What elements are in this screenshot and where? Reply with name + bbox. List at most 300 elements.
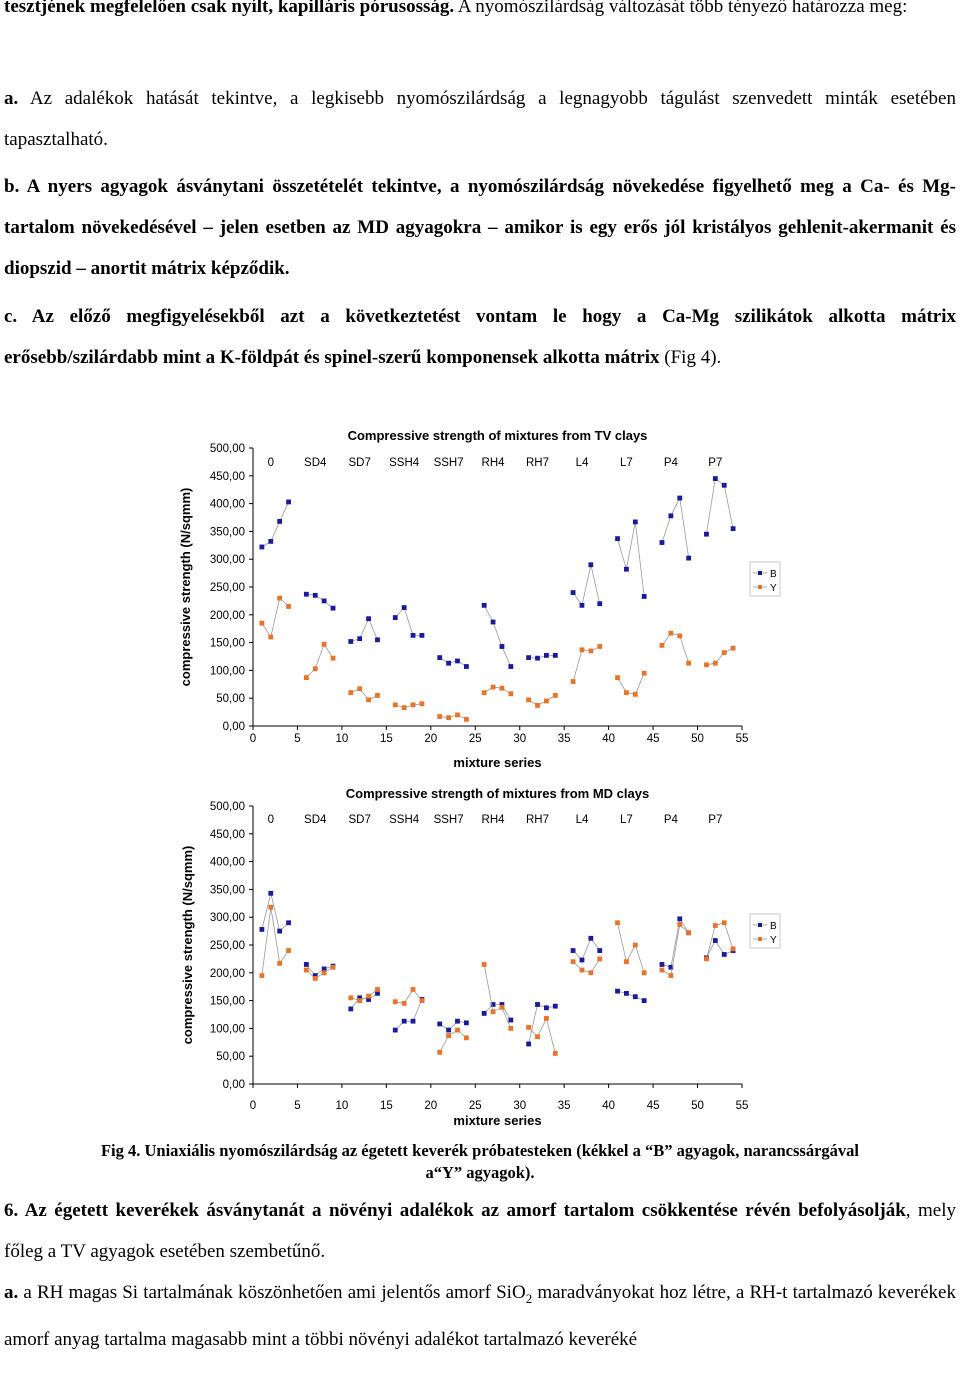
series-line-y: [529, 1018, 556, 1053]
series-line-b: [395, 608, 422, 636]
y-tick-label: 0,00: [222, 721, 245, 733]
x-axis-label: mixture series: [453, 1113, 542, 1128]
series-line-b: [351, 619, 378, 642]
intro-bold: tesztjének megfelelően csak nyílt, kapilláris pórusosság.: [4, 0, 455, 17]
group-label: SD7: [348, 457, 371, 469]
data-point-y: [615, 920, 620, 925]
x-tick-label: 5: [294, 733, 301, 745]
data-point-b: [677, 916, 682, 921]
data-point-y: [677, 634, 682, 639]
data-point-y: [313, 976, 318, 981]
data-point-y: [535, 703, 540, 708]
data-point-y: [420, 701, 425, 706]
data-point-y: [544, 699, 549, 704]
y-tick-label: 350,00: [209, 884, 245, 897]
x-tick-label: 35: [557, 1100, 571, 1112]
group-label: RH7: [526, 457, 550, 469]
data-point-y: [331, 965, 336, 970]
data-point-y: [322, 970, 327, 975]
y-axis-label: compressive strength (N/sqmm): [180, 845, 195, 1045]
data-point-y: [420, 998, 425, 1003]
chart-title: Compressive strength of mixtures from MD clays: [345, 786, 650, 801]
series-line-b: [662, 498, 689, 558]
data-point-b: [375, 637, 380, 642]
data-point-y: [259, 621, 264, 626]
data-point-b: [357, 636, 362, 641]
data-point-y: [704, 957, 709, 962]
data-point-y: [437, 714, 442, 719]
series-line-b: [573, 565, 600, 606]
data-point-y: [633, 692, 638, 697]
data-point-y: [571, 679, 576, 684]
x-tick-label: 55: [735, 1100, 749, 1112]
data-point-y: [411, 702, 416, 707]
paragraph-a-text: Az adalékok hatását tekintve, a legkisebb nyomószilárdság a legnagyobb tágulást szenvedett minták esetében tapasztalható.: [4, 88, 956, 150]
data-point-b: [633, 994, 638, 999]
data-point-y: [277, 596, 282, 601]
data-point-y: [446, 715, 451, 720]
data-point-y: [411, 987, 416, 992]
data-point-b: [597, 601, 602, 606]
y-tick-label: 400,00: [209, 498, 245, 511]
data-point-b: [544, 653, 549, 658]
data-point-y: [348, 690, 353, 695]
data-point-y: [464, 717, 469, 722]
data-point-b: [482, 603, 487, 608]
y-tick-label: 150,00: [209, 995, 245, 1008]
data-point-b: [437, 1022, 442, 1027]
data-point-b: [615, 989, 620, 994]
data-point-b: [660, 540, 665, 545]
data-point-y: [482, 690, 487, 695]
data-point-y: [304, 968, 309, 973]
data-point-b: [393, 615, 398, 620]
data-point-y: [348, 995, 353, 1000]
paragraph-a2-sub: 2: [525, 1290, 533, 1306]
series-line-b: [440, 1021, 467, 1030]
data-point-b: [259, 927, 264, 932]
paragraph-b: b. A nyers agyagok ásványtani összetételét tekintve, a nyomószilárdság növekedése figyelhető meg a Ca- és Mg-tartalom növekedésével – jelen esetben az MD agyagokra – amikor is egy erős jól kristályos gehlenit-akermanit és diopszid – anortit mátrix képződik.: [4, 176, 956, 279]
figure-caption: [10, 1140, 950, 1184]
y-tick-label: 300,00: [209, 912, 245, 925]
y-tick-label: 450,00: [209, 470, 245, 483]
y-tick-label: 450,00: [209, 828, 245, 841]
data-point-y: [686, 930, 691, 935]
data-point-y: [588, 970, 593, 975]
series-line-y: [262, 907, 289, 975]
group-label: 0: [267, 814, 274, 826]
group-label: P4: [663, 457, 678, 469]
data-point-b: [322, 599, 327, 604]
x-tick-label: 40: [602, 733, 616, 745]
data-point-b: [491, 620, 496, 625]
y-tick-label: 350,00: [209, 526, 245, 539]
data-point-y: [393, 702, 398, 707]
data-point-y: [437, 1050, 442, 1055]
data-point-b: [331, 606, 336, 611]
data-point-y: [677, 922, 682, 927]
data-point-b: [464, 1020, 469, 1025]
data-point-y: [268, 635, 273, 640]
x-tick-label: 20: [424, 1100, 438, 1112]
data-point-b: [588, 562, 593, 567]
data-point-y: [357, 686, 362, 691]
x-tick-label: 30: [513, 733, 527, 745]
data-point-b: [411, 1019, 416, 1024]
paragraph-c-rest: (Fig 4).: [659, 347, 722, 368]
data-point-y: [731, 946, 736, 951]
data-point-b: [704, 532, 709, 537]
tv-clays-chart: [170, 420, 790, 775]
data-point-b: [597, 948, 602, 953]
data-point-b: [482, 1011, 487, 1016]
data-point-y: [482, 962, 487, 967]
data-point-b: [642, 998, 647, 1003]
data-point-b: [544, 1005, 549, 1010]
data-point-y: [277, 961, 282, 966]
data-point-y: [446, 1033, 451, 1038]
x-tick-label: 10: [335, 1100, 349, 1112]
x-tick-label: 40: [602, 1100, 616, 1112]
data-point-b: [366, 616, 371, 621]
group-label: SSH4: [389, 814, 420, 826]
x-tick-label: 5: [294, 1100, 301, 1112]
x-tick-label: 50: [691, 1100, 704, 1112]
legend-marker: [758, 571, 762, 575]
series-line-y: [395, 704, 422, 708]
data-point-y: [375, 987, 380, 992]
y-tick-label: 100,00: [209, 665, 245, 678]
intro-rest: A nyomószilárdság változását több tényező határozza meg:: [454, 0, 908, 17]
series-line-b: [351, 993, 378, 1009]
data-point-y: [660, 643, 665, 648]
y-tick-label: 150,00: [209, 637, 245, 650]
data-point-y: [304, 675, 309, 680]
series-line-y: [262, 598, 289, 637]
data-point-y: [553, 693, 558, 698]
data-point-y: [357, 998, 362, 1003]
data-point-y: [615, 675, 620, 680]
data-point-y: [633, 943, 638, 948]
data-point-b: [580, 603, 585, 608]
x-tick-label: 0: [249, 1100, 257, 1112]
x-tick-label: 15: [379, 733, 393, 745]
series-line-y: [395, 990, 422, 1004]
group-label: L4: [575, 457, 589, 469]
paragraph-a2-pre: a RH magas Si tartalmának köszönhetően ami jelentős amorf SiO: [18, 1282, 526, 1303]
series-line-b: [662, 919, 689, 967]
group-label: P7: [708, 814, 723, 826]
group-label: SSH7: [433, 457, 464, 469]
series-line-y: [618, 923, 645, 973]
data-point-b: [268, 891, 273, 896]
legend-label: B: [770, 921, 777, 932]
data-point-y: [375, 693, 380, 698]
data-point-b: [624, 567, 629, 572]
data-point-y: [722, 920, 727, 925]
series-line-y: [484, 965, 511, 1029]
series-line-y: [618, 673, 645, 694]
data-point-y: [331, 656, 336, 661]
group-label: SD4: [304, 814, 327, 826]
data-point-b: [411, 633, 416, 638]
group-label: RH7: [526, 814, 550, 826]
group-label: RH4: [481, 457, 505, 469]
section-6-rest: , mely főleg a TV agyagok esetében szembetűnő.: [4, 1200, 956, 1262]
data-point-y: [535, 1034, 540, 1039]
series-line-y: [573, 647, 600, 682]
data-point-y: [713, 923, 718, 928]
series-line-b: [529, 655, 556, 658]
data-point-b: [508, 1018, 513, 1023]
series-line-b: [484, 605, 511, 666]
data-point-b: [277, 929, 282, 934]
data-point-b: [348, 1007, 353, 1012]
paragraph-a: [4, 78, 956, 160]
data-point-y: [526, 697, 531, 702]
data-point-y: [713, 661, 718, 666]
series-line-b: [440, 658, 467, 667]
data-point-y: [508, 691, 513, 696]
data-point-b: [588, 936, 593, 941]
data-point-y: [588, 649, 593, 654]
data-point-y: [455, 712, 460, 717]
data-point-y: [393, 999, 398, 1004]
x-tick-label: 20: [424, 733, 438, 745]
data-point-b: [508, 664, 513, 669]
group-label: L4: [575, 814, 589, 826]
caption-line-1: Fig 4. Uniaxiális nyomószilárdság az égetett keverék próbatesteken (kékkel a “B” agyagok, narancssárgával: [100, 1141, 860, 1160]
y-tick-label: 200,00: [209, 967, 245, 980]
data-point-b: [624, 991, 629, 996]
data-point-b: [535, 656, 540, 661]
x-tick-label: 25: [468, 1100, 482, 1112]
data-point-y: [455, 1028, 460, 1033]
data-point-y: [526, 1025, 531, 1030]
paragraph-a-marker: a.: [4, 88, 19, 109]
data-point-b: [731, 526, 736, 531]
md-clays-chart: [170, 778, 790, 1130]
group-label: RH4: [481, 814, 505, 826]
y-tick-label: 250,00: [209, 940, 245, 952]
data-point-b: [259, 545, 264, 550]
y-tick-label: 300,00: [209, 554, 245, 567]
data-point-y: [553, 1051, 558, 1056]
data-point-y: [642, 970, 647, 975]
series-line-y: [662, 633, 689, 663]
data-point-b: [722, 483, 727, 488]
data-point-y: [268, 905, 273, 910]
data-point-y: [580, 968, 585, 973]
data-point-y: [322, 642, 327, 647]
data-point-y: [722, 650, 727, 655]
y-tick-label: 50,00: [216, 693, 245, 706]
data-point-y: [491, 1009, 496, 1014]
data-point-b: [668, 513, 673, 518]
data-point-y: [624, 959, 629, 964]
data-point-b: [277, 519, 282, 524]
data-point-b: [526, 655, 531, 660]
data-point-y: [402, 1001, 407, 1006]
x-tick-label: 35: [557, 733, 571, 745]
series-line-y: [573, 959, 600, 973]
x-tick-label: 25: [468, 733, 482, 745]
group-label: SD4: [304, 457, 327, 469]
series-line-y: [529, 695, 556, 705]
legend-marker: [758, 923, 762, 927]
y-axis-label: compressive strength (N/sqmm): [178, 487, 193, 687]
legend-label: Y: [770, 935, 777, 946]
data-point-b: [455, 659, 460, 664]
series-line-b: [706, 479, 733, 535]
paragraph-a2-marker: a.: [4, 1282, 19, 1303]
data-point-b: [553, 653, 558, 658]
group-label: P4: [663, 814, 678, 826]
section-6-bold: 6. Az égetett keverékek ásványtanát a növényi adalékok az amorf tartalom csökkentése révén befolyásolják: [4, 1200, 906, 1221]
data-point-b: [553, 1004, 558, 1009]
series-line-b: [306, 594, 333, 608]
x-axis-label: mixture series: [453, 755, 542, 770]
y-tick-label: 250,00: [209, 582, 245, 594]
data-point-b: [437, 655, 442, 660]
data-point-b: [393, 1028, 398, 1033]
series-line-b: [262, 502, 289, 547]
data-point-y: [286, 604, 291, 609]
y-tick-label: 0,00: [222, 1079, 245, 1091]
legend-label: B: [770, 569, 777, 580]
data-point-y: [668, 973, 673, 978]
data-point-y: [313, 666, 318, 671]
data-point-b: [722, 952, 727, 957]
x-tick-label: 50: [691, 733, 704, 745]
data-point-b: [615, 536, 620, 541]
paragraph-c: [4, 296, 956, 378]
chart-title: Compressive strength of mixtures from TV clays: [347, 428, 648, 443]
data-point-b: [713, 476, 718, 481]
x-tick-label: 10: [335, 733, 349, 745]
paragraph-a2: [4, 1272, 956, 1360]
data-point-b: [268, 539, 273, 544]
data-point-y: [624, 690, 629, 695]
data-point-b: [526, 1042, 531, 1047]
data-point-b: [446, 1028, 451, 1033]
data-point-y: [259, 973, 264, 978]
series-line-y: [484, 687, 511, 694]
series-line-y: [440, 1030, 467, 1052]
data-point-y: [500, 1005, 505, 1010]
x-tick-label: 45: [646, 733, 660, 745]
data-point-y: [642, 671, 647, 676]
paragraph-a2-post: maradványokat hoz létre, a RH-t tartalmazó keverékek amorf anyag tartalma magasabb mint a többi növényi adalékot tartalmazó keveréké: [4, 1282, 956, 1350]
data-point-b: [571, 590, 576, 595]
data-point-b: [420, 633, 425, 638]
paragraph-c-bold: c. Az előző megfigyelésekből azt a következtetést vontam le hogy a Ca-Mg szilikátok alkotta mátrix erősebb/szilárdabb mint a K-földpát és spinel-szerű komponensek alkotta mátrix: [4, 306, 956, 368]
data-point-b: [571, 948, 576, 953]
section-6: [4, 1190, 956, 1272]
data-point-b: [286, 920, 291, 925]
series-line-y: [351, 689, 378, 700]
data-point-b: [642, 594, 647, 599]
data-point-b: [713, 938, 718, 943]
series-line-b: [262, 893, 289, 931]
x-tick-label: 0: [249, 733, 257, 745]
group-label: 0: [267, 457, 274, 469]
series-line-y: [706, 923, 733, 959]
y-tick-label: 100,00: [209, 1023, 245, 1036]
group-label: SD7: [348, 814, 371, 826]
y-tick-label: 50,00: [216, 1051, 245, 1064]
data-point-y: [660, 968, 665, 973]
series-line-y: [440, 715, 467, 719]
data-point-b: [304, 592, 309, 597]
series-line-b: [573, 938, 600, 960]
data-point-b: [455, 1019, 460, 1024]
series-line-b: [618, 522, 645, 597]
data-point-y: [544, 1016, 549, 1021]
y-tick-label: 200,00: [209, 609, 245, 622]
series-line-y: [706, 648, 733, 665]
data-point-b: [304, 962, 309, 967]
data-point-b: [535, 1002, 540, 1007]
data-point-y: [286, 948, 291, 953]
y-tick-label: 400,00: [209, 856, 245, 869]
group-label: L7: [620, 457, 633, 469]
data-point-y: [597, 957, 602, 962]
series-line-y: [306, 644, 333, 677]
group-label: L7: [620, 814, 633, 826]
legend-label: Y: [770, 583, 777, 594]
data-point-y: [402, 705, 407, 710]
data-point-y: [704, 662, 709, 667]
data-point-y: [686, 661, 691, 666]
data-point-y: [500, 686, 505, 691]
data-point-y: [571, 959, 576, 964]
data-point-y: [366, 994, 371, 999]
x-tick-label: 30: [513, 1100, 527, 1112]
data-point-y: [597, 644, 602, 649]
x-tick-label: 45: [646, 1100, 660, 1112]
data-point-b: [402, 1019, 407, 1024]
data-point-b: [286, 500, 291, 505]
data-point-b: [500, 644, 505, 649]
legend-marker: [758, 585, 762, 589]
x-tick-label: 15: [379, 1100, 393, 1112]
data-point-y: [464, 1035, 469, 1040]
series-line-b: [395, 1000, 422, 1031]
data-point-b: [402, 605, 407, 610]
data-point-b: [633, 520, 638, 525]
data-point-b: [446, 661, 451, 666]
series-line-b: [484, 1005, 511, 1021]
data-point-b: [660, 962, 665, 967]
legend-marker: [758, 937, 762, 941]
group-label: P7: [708, 457, 723, 469]
data-point-b: [677, 496, 682, 501]
y-tick-label: 500,00: [209, 443, 245, 455]
data-point-y: [580, 647, 585, 652]
y-tick-label: 500,00: [209, 801, 245, 813]
data-point-y: [366, 697, 371, 702]
x-tick-label: 55: [735, 733, 749, 745]
data-point-y: [668, 631, 673, 636]
data-point-b: [348, 639, 353, 644]
data-point-b: [464, 664, 469, 669]
data-point-y: [508, 1026, 513, 1031]
data-point-b: [686, 556, 691, 561]
paragraph-intro: [4, 0, 956, 27]
group-label: SSH4: [389, 457, 420, 469]
data-point-b: [313, 593, 318, 598]
